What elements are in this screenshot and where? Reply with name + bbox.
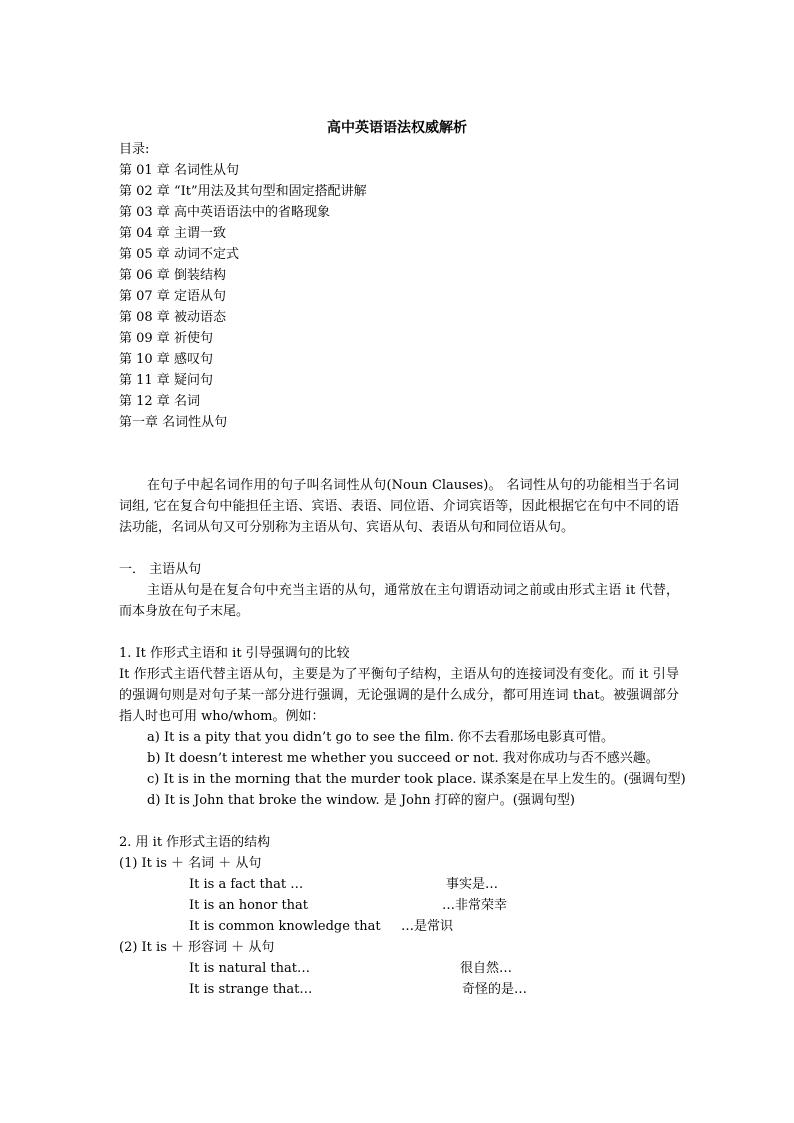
section-heading: 一． 主语从句: [119, 562, 202, 577]
toc-item: 第 02 章 “It”用法及其句型和固定搭配讲解: [119, 184, 367, 199]
document-content: [119, 118, 686, 1000]
toc-item: 第 01 章 名词性从句: [119, 163, 239, 178]
subsection-heading: 2. 用 it 作形式主语的结构: [119, 835, 271, 850]
pattern-english: It is common knowledge that: [189, 919, 381, 934]
pattern-english: It is strange that…: [189, 982, 313, 997]
pattern-row: [119, 874, 679, 895]
pattern-row: [119, 895, 679, 916]
pattern-chinese: …非常荣幸: [442, 898, 508, 913]
toc-item: 第 05 章 动词不定式: [119, 247, 239, 262]
example-sentence: c) It is in the morning that the murder took place. 谋杀案是在早上发生的。(强调句型): [147, 772, 686, 787]
pattern-chinese: …是常识: [401, 919, 454, 934]
toc-label: 目录:: [119, 142, 150, 157]
pattern-row: [119, 979, 679, 1000]
pattern-english: It is natural that…: [189, 961, 310, 976]
chapter-heading: 第一章 名词性从句: [119, 415, 228, 430]
toc-item: 第 06 章 倒装结构: [119, 268, 226, 283]
toc-item: 第 07 章 定语从句: [119, 289, 226, 304]
toc-item: 第 09 章 祈使句: [119, 331, 213, 346]
toc-item: 第 08 章 被动语态: [119, 310, 226, 325]
pattern-chinese: 很自然…: [460, 961, 513, 976]
toc-item: 第 04 章 主谓一致: [119, 226, 226, 241]
example-sentence: d) It is John that broke the window. 是 John 打碎的窗户。(强调句型): [147, 793, 575, 808]
intro-paragraph: 在句子中起名词作用的句子叫名词性从句(Noun Clauses)。 名词性从句的功能相当于名词词组, 它在复合句中能担任主语、宾语、表语、同位语、介词宾语等，因此根据它在句中不同的语法功能，名词从句又可分别称为主语从句、宾语从句、表语从句和同位语从句。: [119, 478, 679, 535]
toc-item: 第 12 章 名词: [119, 394, 200, 409]
pattern-english: It is an honor that: [189, 898, 309, 913]
pattern-row: [119, 958, 679, 979]
subsection-paragraph: It 作形式主语代替主语从句，主要是为了平衡句子结构，主语从句的连接词没有变化。而 it 引导的强调句则是对句子某一部分进行强调，无论强调的是什么成分，都可用连词 that。被强调部分指人时也可用 who/whom。例如：: [119, 667, 679, 724]
example-sentence: a) It is a pity that you didn’t go to see the film. 你不去看那场电影真可惜。: [147, 730, 615, 745]
pattern-row: [119, 916, 679, 937]
toc-item: 第 11 章 疑问句: [119, 373, 213, 388]
pattern-chinese: 奇怪的是…: [462, 982, 528, 997]
example-sentence: b) It doesn’t interest me whether you succeed or not. 我对你成功与否不感兴趣。: [147, 751, 659, 766]
subsection-heading: 1. It 作形式主语和 it 引导强调句的比较: [119, 646, 350, 661]
pattern-heading: (1) It is ＋ 名词 ＋ 从句: [119, 856, 262, 871]
toc-item: 第 03 章 高中英语语法中的省略现象: [119, 205, 330, 220]
section-paragraph: 主语从句是在复合句中充当主语的从句，通常放在主句谓语动词之前或由形式主语 it 代替，而本身放在句子末尾。: [119, 583, 679, 619]
pattern-english: It is a fact that …: [189, 877, 304, 892]
pattern-heading: (2) It is ＋ 形容词 ＋ 从句: [119, 940, 275, 955]
pattern-chinese: 事实是…: [446, 877, 499, 892]
table-of-contents: [119, 160, 679, 412]
page-title: 高中英语语法权威解析: [327, 120, 467, 136]
toc-item: 第 10 章 感叹句: [119, 352, 213, 367]
